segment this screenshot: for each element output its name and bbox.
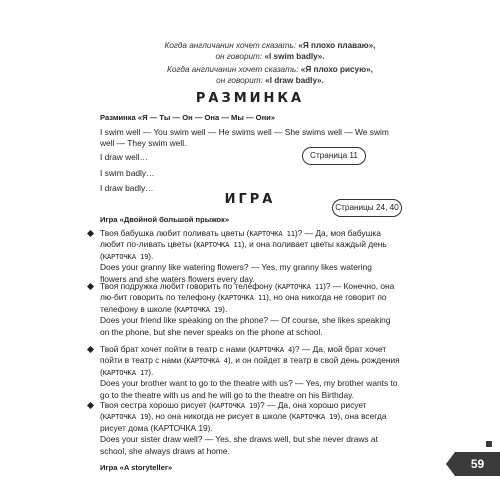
intro-line-4	[120, 75, 420, 86]
game-page-ref: Страницы 24, 40	[332, 199, 402, 217]
page-number: 59	[455, 452, 500, 476]
game-title: ИГРА	[224, 192, 276, 207]
game-item-4	[88, 400, 400, 457]
card-label: КАРТОЧКА 19	[102, 412, 149, 422]
card-label: КАРТОЧКА 19	[291, 412, 338, 422]
warmup-line-draw-badly: I draw badly…	[100, 183, 154, 193]
warmup-line-draw-well: I draw well…	[100, 152, 148, 162]
card-label: КАРТОЧКА 19	[211, 401, 258, 410]
intro-text: он говорит:	[216, 76, 266, 85]
game-item-3	[88, 344, 400, 401]
card-label: КАРТОЧКА 4	[250, 345, 293, 354]
intro-line-1	[120, 40, 420, 51]
game-item-ru: Твой брат хочет пойти в театр с нами (КАРТОЧКА 4)? — Да, мой брат хочет пойти в театр с нами (КАРТОЧКА 4), и он пойдет в театр в свой день рождения (КАРТОЧКА 17).	[100, 344, 400, 377]
card-label: КАРТОЧКА 19	[176, 304, 223, 314]
game-item-ru: Твоя подружка любит говорить по телефону (КАРТОЧКА 11)? — Конечно, она лю-бит говорить по телефону (КАРТОЧКА 11), но она никогда не говорит по телефону в школе (КАРТОЧКА 19).	[100, 281, 395, 314]
card-label: КАРТОЧКА 11	[249, 229, 295, 238]
bullet-icon	[87, 402, 94, 409]
card-label: КАРТОЧКА 11	[277, 282, 324, 291]
game-item-en: Does your brother want to go to the theatre with us? — Yes, my brother wants to go to the theatre with us and he will go to the theatre on his Birthday.	[100, 378, 398, 400]
bullet-icon	[87, 346, 94, 353]
game-subtitle: Игра «Двойной большой прыжок»	[100, 215, 230, 224]
corner-mark	[486, 441, 492, 447]
intro-phrase: «Я плохо рисую»,	[300, 65, 373, 74]
intro-phrase: «I swim badly».	[264, 52, 325, 61]
game-item-en: Does your friend like speaking on the phone? — Of course, she likes speaking on the phone, but she never speaks on the phone at school.	[100, 315, 391, 337]
game-item-en: Does your sister draw well? — Yes, she draws well, but she never draws at school, she always draws at home.	[100, 434, 378, 456]
intro-line-3	[120, 64, 420, 75]
warmup-subtitle: Разминка «Я — Ты — Он — Она — Мы — Они»	[100, 113, 276, 122]
intro-line-2	[120, 51, 420, 62]
game-item-2	[88, 281, 400, 338]
game-item-en: Does your granny like watering flowers? — Yes, my granny likes watering flowers and she waters flowers every day.	[100, 262, 372, 284]
intro-phrase: «Я плохо плаваю»,	[298, 41, 376, 50]
intro-text: Когда англичанин хочет сказать:	[167, 65, 301, 74]
bullet-icon	[87, 283, 94, 290]
bullet-icon	[87, 230, 94, 237]
warmup-line-swim-badly: I swim badly…	[100, 168, 155, 178]
card-label: КАРТОЧКА 11	[220, 293, 267, 303]
game-next-subtitle: Игра «A storyteller»	[100, 463, 173, 472]
warmup-title: РАЗМИНКА	[195, 91, 305, 106]
game-item-ru: Твоя бабушка любит поливать цветы (КАРТОЧКА 11)? — Да, моя бабушка любит по-ливать цветы (КАРТОЧКА 11), и она поливает цветы каждый день (КАРТОЧКА 19).	[100, 228, 387, 261]
intro-phrase: «I draw badly».	[265, 76, 324, 85]
card-label: КАРТОЧКА 19	[102, 251, 149, 261]
card-label: КАРТОЧКА 11	[196, 240, 242, 250]
warmup-paragraph: I swim well — You swim well — He swims well — She swims well — We swim well — They swim well.	[100, 127, 389, 149]
warmup-page-ref: Страница 11	[302, 147, 366, 165]
intro-text: Когда англичанин хочет сказать:	[164, 41, 299, 50]
card-label: КАРТОЧКА 4	[186, 356, 228, 366]
card-label: КАРТОЧКА 17	[102, 367, 149, 377]
game-item-1	[88, 228, 400, 285]
game-item-ru: Твоя сестра хорошо рисует (КАРТОЧКА 19)? — Да, она хорошо рисует (КАРТОЧКА 19), но она никогда не рисует в школе (КАРТОЧКА 19), она всегда рисует дома (КАРТОЧКА 19).	[100, 400, 387, 433]
intro-text: он говорит:	[215, 52, 265, 61]
